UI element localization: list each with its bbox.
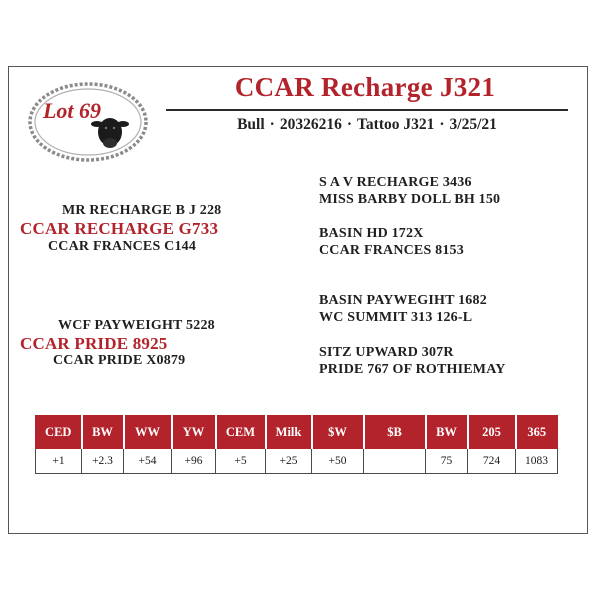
epd-value: +54 [124, 449, 172, 474]
sire-dam: CCAR FRANCES C144 [48, 239, 197, 254]
title-divider [166, 109, 568, 111]
epd-header: YW [172, 416, 216, 449]
epd-value: 724 [468, 449, 516, 474]
epd-value: 1083 [516, 449, 558, 474]
epd-value: +5 [216, 449, 266, 474]
sire-dam-sire: BASIN HD 172X [319, 226, 424, 241]
dam-sire: WCF PAYWEIGHT 5228 [58, 318, 215, 333]
epd-value: 75 [426, 449, 468, 474]
dam-dam: CCAR PRIDE X0879 [53, 353, 186, 368]
dam: CCAR PRIDE 8925 [20, 334, 168, 353]
epd-value: +96 [172, 449, 216, 474]
epd-header: BW [82, 416, 124, 449]
epd-value: +1 [36, 449, 82, 474]
sire-sire-dam: MISS BARBY DOLL BH 150 [319, 192, 501, 207]
epd-header: BW [426, 416, 468, 449]
dam-dam-dam: PRIDE 767 OF ROTHIEMAY [319, 362, 506, 377]
epd-header: WW [124, 416, 172, 449]
dam-sire-dam: WC SUMMIT 313 126-L [319, 310, 473, 325]
epd-header-row [36, 416, 558, 449]
epd-value: +2.3 [82, 449, 124, 474]
epd-value: +25 [266, 449, 312, 474]
lot-badge-logo [26, 80, 150, 164]
dam-dam-sire: SITZ UPWARD 307R [319, 345, 454, 360]
tattoo: Tattoo J321 [357, 116, 435, 133]
animal-sex: Bull [237, 116, 265, 133]
epd-header: 365 [516, 416, 558, 449]
sire-sire-sire: S A V RECHARGE 3436 [319, 175, 472, 190]
epd-header: Milk [266, 416, 312, 449]
epd-header: $W [312, 416, 364, 449]
epd-value: +50 [312, 449, 364, 474]
sire-dam-dam: CCAR FRANCES 8153 [319, 243, 464, 258]
epd-header: $B [364, 416, 426, 449]
dam-sire-sire: BASIN PAYWEGIHT 1682 [319, 293, 487, 308]
epd-header: CEM [216, 416, 266, 449]
registration-number: 20326216 [279, 116, 342, 133]
epd-value-row [36, 449, 558, 474]
lot-number: Lot 69 [42, 98, 102, 123]
birth-date: 3/25/21 [449, 116, 497, 133]
sire-sire: MR RECHARGE B J 228 [62, 203, 222, 218]
sire: CCAR RECHARGE G733 [20, 219, 219, 238]
epd-header: 205 [468, 416, 516, 449]
animal-info-line: Bull · 20326216 · Tattoo J321 · 3/25/21 [237, 116, 497, 133]
epd-header: CED [36, 416, 82, 449]
epd-value [364, 449, 426, 474]
animal-name: CCAR Recharge J321 [234, 72, 496, 102]
epd-table [35, 415, 558, 474]
